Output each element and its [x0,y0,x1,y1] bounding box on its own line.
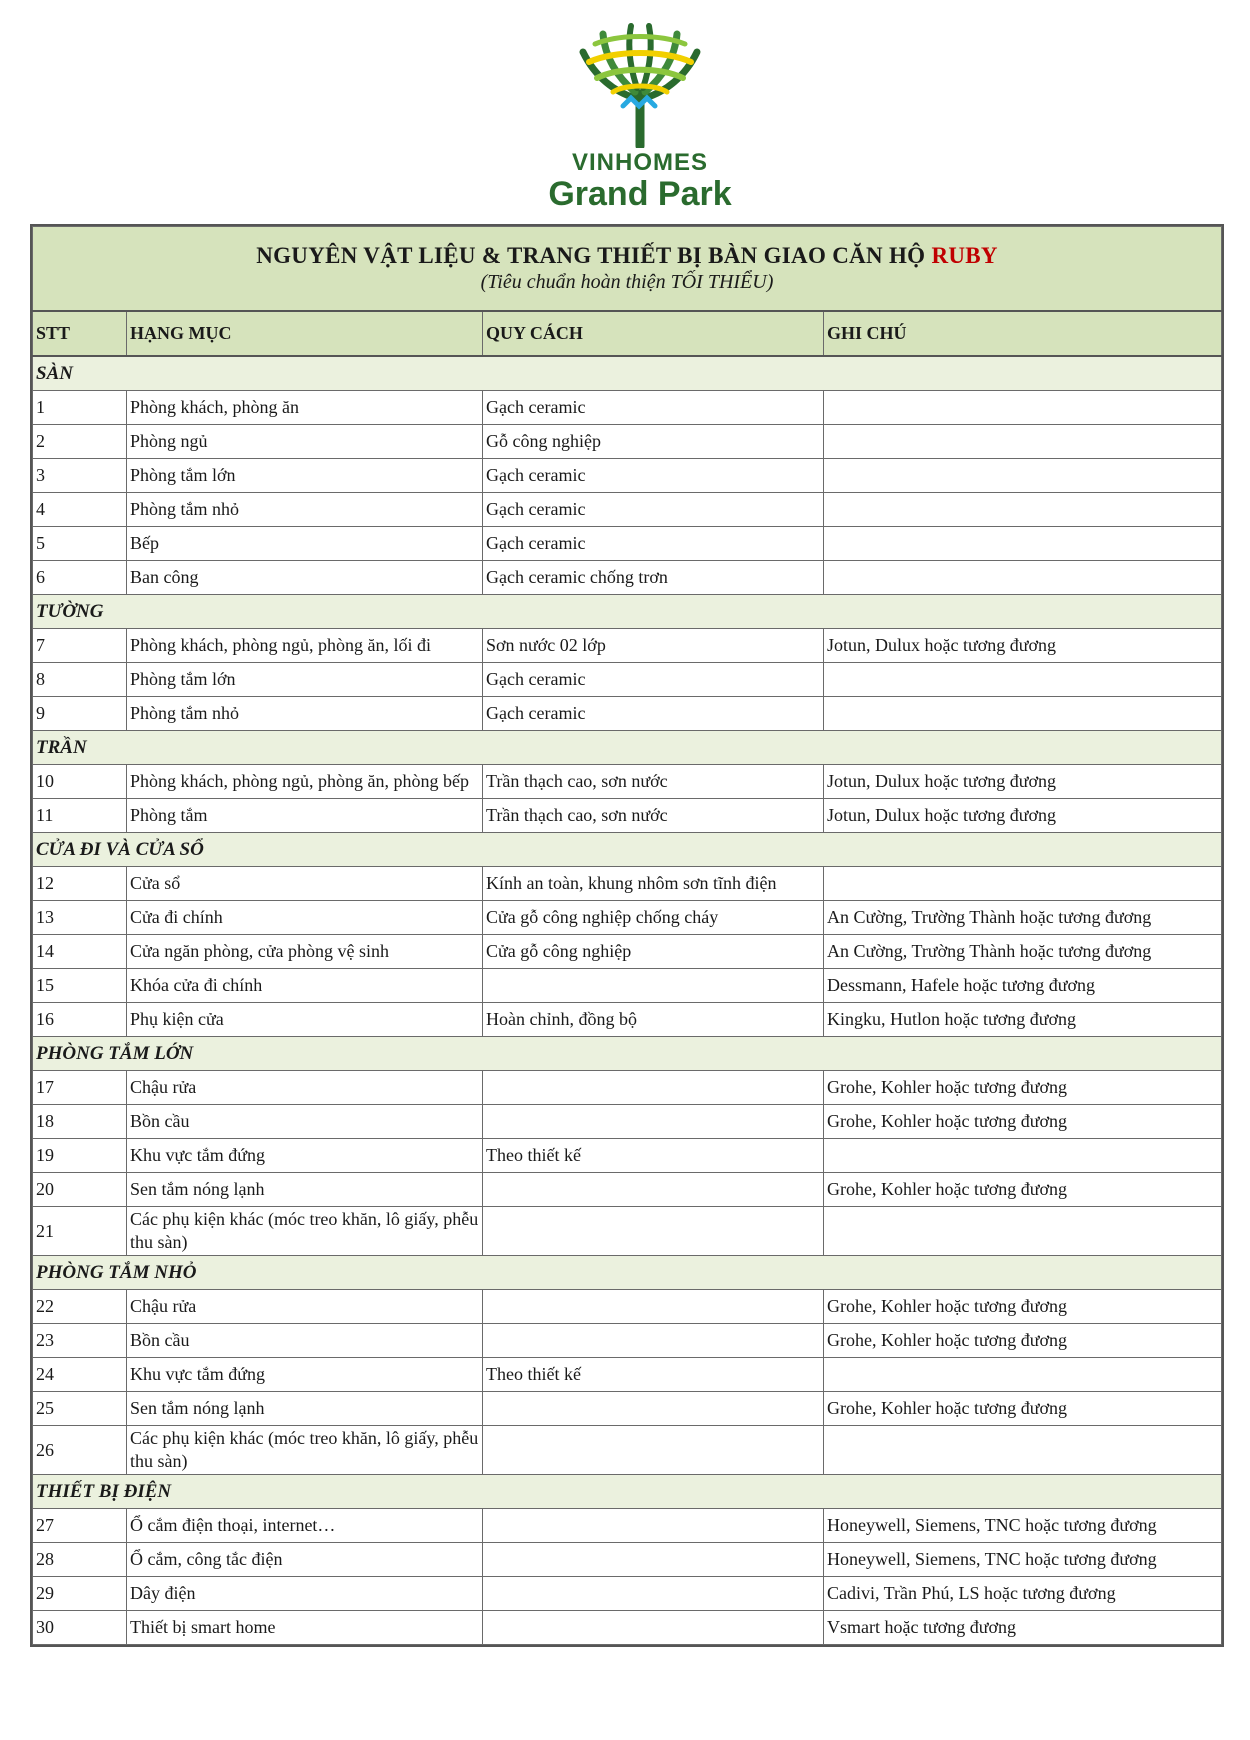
cell-ghi-chu: Dessmann, Hafele hoặc tương đương [824,969,1222,1003]
cell-hang-muc: Dây điện [127,1577,483,1611]
cell-quy-cach [483,1173,824,1207]
cell-hang-muc: Khóa cửa đi chính [127,969,483,1003]
cell-hang-muc: Cửa sổ [127,867,483,901]
cell-ghi-chu [824,867,1222,901]
table-row [33,697,1222,731]
cell-stt: 29 [33,1577,127,1611]
table-row [33,901,1222,935]
cell-stt: 3 [33,459,127,493]
section-title: TRẦN [33,731,1222,765]
cell-stt: 5 [33,527,127,561]
table-row [33,1207,1222,1256]
cell-hang-muc: Phòng tắm lớn [127,459,483,493]
cell-quy-cach: Cửa gỗ công nghiệp [483,935,824,969]
cell-stt: 9 [33,697,127,731]
table-row [33,1003,1222,1037]
table-row [33,425,1222,459]
cell-quy-cach: Sơn nước 02 lớp [483,629,824,663]
cell-stt: 4 [33,493,127,527]
cell-stt: 21 [33,1207,127,1256]
cell-ghi-chu [824,425,1222,459]
cell-ghi-chu: Honeywell, Siemens, TNC hoặc tương đương [824,1543,1222,1577]
header-stt: STT [33,311,127,356]
cell-hang-muc: Phòng khách, phòng ngủ, phòng ăn, phòng bếp [127,765,483,799]
table-row [33,799,1222,833]
cell-quy-cach: Theo thiết kế [483,1139,824,1173]
cell-quy-cach [483,1509,824,1543]
cell-hang-muc: Phòng tắm nhỏ [127,697,483,731]
cell-stt: 23 [33,1324,127,1358]
cell-quy-cach: Gạch ceramic [483,493,824,527]
cell-hang-muc: Phòng ngủ [127,425,483,459]
cell-stt: 16 [33,1003,127,1037]
table-row [33,1139,1222,1173]
cell-ghi-chu [824,527,1222,561]
cell-quy-cach [483,1207,824,1256]
cell-ghi-chu [824,697,1222,731]
document-title [33,244,1221,267]
table-row [33,1358,1222,1392]
header-hang-muc: HẠNG MỤC [127,311,483,356]
section-title: CỬA ĐI VÀ CỬA SỔ [33,833,1222,867]
document-subtitle: (Tiêu chuẩn hoàn thiện TỐI THIỂU) [480,270,774,293]
cell-quy-cach: Gạch ceramic [483,663,824,697]
cell-hang-muc: Ổ cắm điện thoại, internet… [127,1509,483,1543]
cell-ghi-chu: An Cường, Trường Thành hoặc tương đương [824,901,1222,935]
cell-stt: 1 [33,391,127,425]
cell-ghi-chu [824,1139,1222,1173]
section-title: TƯỜNG [33,595,1222,629]
cell-quy-cach: Gạch ceramic [483,459,824,493]
cell-ghi-chu: Cadivi, Trần Phú, LS hoặc tương đương [824,1577,1222,1611]
cell-hang-muc: Các phụ kiện khác (móc treo khăn, lô giấy, phễu thu sàn) [127,1207,483,1256]
table-row [33,1324,1222,1358]
cell-ghi-chu: Kingku, Hutlon hoặc tương đương [824,1003,1222,1037]
table-row [33,391,1222,425]
cell-ghi-chu: Grohe, Kohler hoặc tương đương [824,1173,1222,1207]
cell-quy-cach: Trần thạch cao, sơn nước [483,765,824,799]
table-row [33,459,1222,493]
cell-stt: 19 [33,1139,127,1173]
cell-stt: 15 [33,969,127,1003]
cell-ghi-chu: Grohe, Kohler hoặc tương đương [824,1290,1222,1324]
table-row [33,493,1222,527]
cell-ghi-chu [824,1358,1222,1392]
section-title: SÀN [33,356,1222,391]
cell-ghi-chu [824,391,1222,425]
cell-hang-muc: Chậu rửa [127,1071,483,1105]
cell-stt: 10 [33,765,127,799]
section-title: PHÒNG TẮM LỚN [33,1037,1222,1071]
cell-stt: 17 [33,1071,127,1105]
cell-hang-muc: Phòng tắm lớn [127,663,483,697]
section-title: PHÒNG TẮM NHỎ [33,1256,1222,1290]
cell-hang-muc: Cửa ngăn phòng, cửa phòng vệ sinh [127,935,483,969]
table-row [33,867,1222,901]
header-ghi-chu: GHI CHÚ [824,311,1222,356]
cell-quy-cach [483,1105,824,1139]
cell-ghi-chu: An Cường, Trường Thành hoặc tương đương [824,935,1222,969]
cell-quy-cach: Theo thiết kế [483,1358,824,1392]
cell-hang-muc: Phòng khách, phòng ăn [127,391,483,425]
cell-stt: 20 [33,1173,127,1207]
cell-stt: 8 [33,663,127,697]
cell-quy-cach: Gạch ceramic chống trơn [483,561,824,595]
cell-stt: 2 [33,425,127,459]
cell-hang-muc: Phòng khách, phòng ngủ, phòng ăn, lối đi [127,629,483,663]
cell-quy-cach [483,1611,824,1645]
cell-quy-cach: Gỗ công nghiệp [483,425,824,459]
cell-hang-muc: Bồn cầu [127,1105,483,1139]
cell-quy-cach: Kính an toàn, khung nhôm sơn tĩnh điện [483,867,824,901]
cell-stt: 27 [33,1509,127,1543]
table-row [33,969,1222,1003]
table-row [33,1173,1222,1207]
section-row [33,595,1222,629]
cell-ghi-chu [824,561,1222,595]
table-row [33,935,1222,969]
cell-stt: 14 [33,935,127,969]
cell-hang-muc: Bồn cầu [127,1324,483,1358]
cell-stt: 25 [33,1392,127,1426]
cell-quy-cach: Hoàn chỉnh, đồng bộ [483,1003,824,1037]
cell-ghi-chu: Vsmart hoặc tương đương [824,1611,1222,1645]
cell-quy-cach [483,1577,824,1611]
table-row [33,663,1222,697]
cell-hang-muc: Thiết bị smart home [127,1611,483,1645]
palm-tree-icon [575,22,705,148]
cell-stt: 11 [33,799,127,833]
cell-stt: 12 [33,867,127,901]
cell-hang-muc: Sen tắm nóng lạnh [127,1173,483,1207]
title-main-text: NGUYÊN VẬT LIỆU & TRANG THIẾT BỊ BÀN GIAO CĂN HỘ [256,242,926,268]
cell-quy-cach: Trần thạch cao, sơn nước [483,799,824,833]
cell-ghi-chu: Honeywell, Siemens, TNC hoặc tương đương [824,1509,1222,1543]
table-row [33,1071,1222,1105]
section-row [33,833,1222,867]
cell-quy-cach: Gạch ceramic [483,697,824,731]
table-row [33,1426,1222,1475]
spec-table [32,226,1222,1645]
handover-spec-sheet [30,224,1224,1647]
cell-ghi-chu: Grohe, Kohler hoặc tương đương [824,1324,1222,1358]
cell-hang-muc: Khu vực tắm đứng [127,1139,483,1173]
cell-hang-muc: Bếp [127,527,483,561]
table-row [33,1392,1222,1426]
cell-quy-cach [483,1426,824,1475]
table-row [33,765,1222,799]
table-row [33,1577,1222,1611]
cell-ghi-chu [824,493,1222,527]
table-row [33,1509,1222,1543]
section-row [33,356,1222,391]
cell-hang-muc: Cửa đi chính [127,901,483,935]
section-title: THIẾT BỊ ĐIỆN [33,1475,1222,1509]
cell-hang-muc: Khu vực tắm đứng [127,1358,483,1392]
cell-hang-muc: Ổ cắm, công tắc điện [127,1543,483,1577]
cell-stt: 24 [33,1358,127,1392]
cell-stt: 18 [33,1105,127,1139]
title-row [33,227,1222,312]
cell-hang-muc: Ban công [127,561,483,595]
cell-stt: 7 [33,629,127,663]
header-quy-cach: QUY CÁCH [483,311,824,356]
brand-line2: Grand Park [548,175,732,213]
cell-hang-muc: Phòng tắm [127,799,483,833]
cell-hang-muc: Chậu rửa [127,1290,483,1324]
cell-quy-cach [483,1543,824,1577]
cell-stt: 28 [33,1543,127,1577]
table-row [33,1543,1222,1577]
cell-ghi-chu: Grohe, Kohler hoặc tương đương [824,1392,1222,1426]
cell-ghi-chu [824,1207,1222,1256]
cell-hang-muc: Phòng tắm nhỏ [127,493,483,527]
cell-quy-cach [483,1071,824,1105]
cell-ghi-chu: Jotun, Dulux hoặc tương đương [824,765,1222,799]
cell-hang-muc: Phụ kiện cửa [127,1003,483,1037]
cell-ghi-chu [824,459,1222,493]
cell-quy-cach: Gạch ceramic [483,391,824,425]
cell-quy-cach [483,1324,824,1358]
section-row [33,731,1222,765]
brand-line1: VINHOMES [571,149,708,176]
cell-stt: 6 [33,561,127,595]
cell-quy-cach: Cửa gỗ công nghiệp chống cháy [483,901,824,935]
table-row [33,561,1222,595]
cell-stt: 22 [33,1290,127,1324]
title-ruby: RUBY [931,242,998,268]
cell-hang-muc: Sen tắm nóng lạnh [127,1392,483,1426]
header-row [33,311,1222,356]
table-row [33,629,1222,663]
cell-ghi-chu: Grohe, Kohler hoặc tương đương [824,1105,1222,1139]
cell-quy-cach [483,1290,824,1324]
cell-stt: 26 [33,1426,127,1475]
section-row [33,1037,1222,1071]
vinhomes-logo [545,22,735,212]
cell-quy-cach [483,969,824,1003]
section-row [33,1475,1222,1509]
cell-ghi-chu [824,1426,1222,1475]
cell-ghi-chu: Jotun, Dulux hoặc tương đương [824,799,1222,833]
table-row [33,1105,1222,1139]
title-cell [33,227,1222,312]
cell-stt: 13 [33,901,127,935]
section-row [33,1256,1222,1290]
cell-quy-cach [483,1392,824,1426]
cell-hang-muc: Các phụ kiện khác (móc treo khăn, lô giấy, phễu thu sàn) [127,1426,483,1475]
cell-ghi-chu: Grohe, Kohler hoặc tương đương [824,1071,1222,1105]
table-row [33,527,1222,561]
table-row [33,1290,1222,1324]
cell-ghi-chu: Jotun, Dulux hoặc tương đương [824,629,1222,663]
cell-quy-cach: Gạch ceramic [483,527,824,561]
table-row [33,1611,1222,1645]
cell-ghi-chu [824,663,1222,697]
cell-stt: 30 [33,1611,127,1645]
